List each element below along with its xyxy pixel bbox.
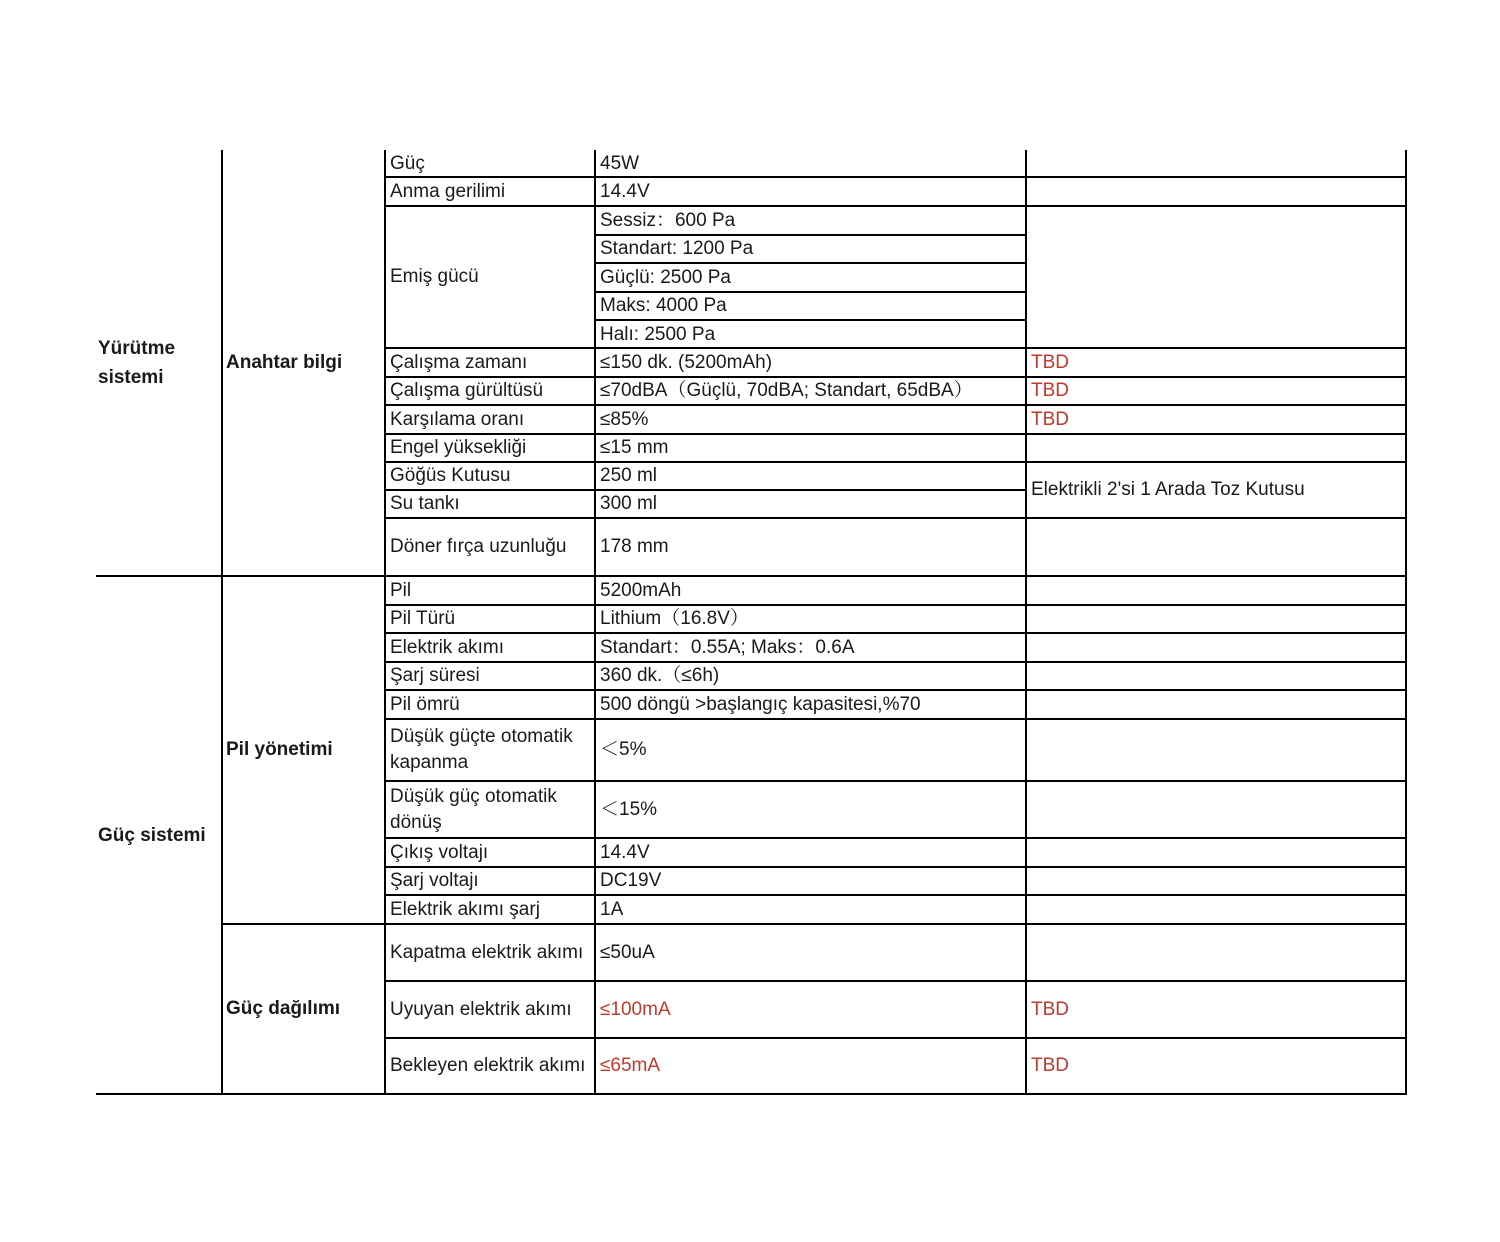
value-cell (595, 377, 1025, 405)
row-divider (1025, 205, 1405, 207)
value-cell-text: 300 ml (600, 493, 658, 514)
value-cell-text: 250 ml (600, 465, 658, 486)
value-cell-text: Lithium（16.8V） (600, 608, 749, 629)
value-cell (595, 348, 1025, 377)
value-cell-text: ≤150 dk. (5200mAh) (600, 351, 773, 373)
row-divider (1025, 894, 1405, 896)
param-cell (385, 867, 594, 895)
column-divider (384, 150, 386, 1094)
group-label (222, 924, 384, 1094)
param-cell (385, 177, 594, 206)
value-cell-text: ≤70dBA（Güçlü, 70dBA; Standart, 65dBA） (600, 380, 973, 401)
row-divider (1025, 866, 1405, 868)
value-cell (595, 895, 1025, 924)
value-cell (595, 605, 1025, 633)
value-cell (595, 924, 1025, 981)
tbd-note-text: TBD (1031, 998, 1069, 1020)
row-divider (1025, 780, 1405, 782)
tbd-note (1026, 981, 1405, 1038)
value-cell (595, 781, 1025, 838)
tbd-note-text: TBD (1031, 380, 1069, 401)
value-cell (595, 719, 1025, 781)
value-cell-text: Standart: 1200 Pa (600, 238, 754, 259)
value-cell-text: ＜5% (600, 739, 647, 760)
param-cell-text: Çalışma gürültüsü (390, 380, 544, 401)
value-cell (595, 662, 1025, 690)
param-cell (385, 981, 594, 1038)
param-cell-text: Anma gerilimi (390, 180, 506, 202)
param-cell-text: Şarj voltajı (390, 870, 479, 891)
param-cell-text: Göğüs Kutusu (390, 465, 511, 486)
param-cell-text: Güç (390, 152, 425, 174)
value-cell-text: ≤100mA (600, 998, 671, 1020)
param-cell (385, 1038, 594, 1094)
param-cell (385, 924, 594, 981)
value-cell-text: Halı: 2500 Pa (600, 323, 716, 345)
param-cell-text: Elektrik akımı şarj (390, 898, 540, 920)
tbd-note (1026, 377, 1405, 405)
system-label-text: Yürütme sistemi (98, 338, 176, 388)
column-divider (594, 150, 596, 1094)
value-cell (595, 867, 1025, 895)
value-cell (595, 434, 1025, 462)
param-cell (385, 719, 594, 781)
note-cell (1026, 462, 1405, 518)
tbd-note-text: TBD (1031, 1055, 1069, 1076)
column-divider (1025, 150, 1027, 1094)
param-cell-text: Çıkış voltajı (390, 841, 489, 863)
value-cell (595, 292, 1025, 320)
param-cell (385, 348, 594, 377)
param-cell (385, 405, 594, 434)
row-divider (1025, 661, 1405, 663)
value-cell (595, 633, 1025, 662)
group-label-text: Anahtar bilgi (226, 352, 343, 373)
param-cell (385, 895, 594, 924)
row-divider (1025, 433, 1405, 435)
system-label-text: Güç sistemi (98, 824, 206, 846)
param-cell-text: Pil (390, 579, 412, 601)
value-cell-text: ≤50uA (600, 941, 655, 963)
tbd-note-text: TBD (1031, 408, 1069, 430)
group-label (222, 150, 384, 576)
value-cell (595, 150, 1025, 177)
row-divider (1025, 718, 1405, 720)
value-cell (595, 490, 1025, 518)
value-cell-text: DC19V (600, 870, 662, 891)
param-cell-text: Kapatma elektrik akımı (390, 941, 584, 963)
value-cell (595, 462, 1025, 490)
param-cell-text: Pil ömrü (390, 693, 460, 715)
value-cell-text: 178 mm (600, 536, 669, 557)
value-cell-text: ≤85% (600, 408, 649, 430)
value-cell (595, 690, 1025, 719)
value-cell-text: Maks: 4000 Pa (600, 295, 727, 316)
value-cell-text: Standart：0.55A; Maks：0.6A (600, 636, 855, 658)
param-cell (385, 206, 594, 348)
param-cell-text: Bekleyen elektrik akımı (390, 1055, 586, 1076)
value-cell (595, 518, 1025, 576)
row-divider (1025, 517, 1405, 519)
row-divider (1025, 604, 1405, 606)
value-cell-text: 14.4V (600, 180, 650, 202)
param-cell-text: Engel yüksekliği (390, 437, 527, 458)
group-label (222, 576, 384, 924)
row-divider (96, 1093, 1407, 1095)
param-cell-text: Düşük güçte otomatik kapanma (390, 726, 573, 773)
row-divider (1025, 689, 1405, 691)
tbd-note-text: TBD (1031, 351, 1069, 373)
param-cell (385, 781, 594, 838)
param-cell-text: Su tankı (390, 493, 460, 514)
param-cell (385, 633, 594, 662)
param-cell (385, 490, 594, 518)
system-label (96, 150, 221, 576)
param-cell-text: Elektrik akımı (390, 636, 505, 658)
param-cell (385, 377, 594, 405)
param-cell-text: Çalışma zamanı (390, 351, 528, 373)
row-divider (1025, 176, 1405, 178)
group-label-text: Güç dağılımı (226, 998, 341, 1019)
param-cell (385, 150, 594, 177)
param-cell-text: Karşılama oranı (390, 408, 525, 430)
tbd-note (1026, 1038, 1405, 1094)
value-cell-text: 5200mAh (600, 579, 682, 601)
value-cell-text: 360 dk.（≤6h) (600, 665, 720, 686)
param-cell (385, 690, 594, 719)
value-cell (595, 263, 1025, 292)
value-cell-text: ≤15 mm (600, 437, 669, 458)
row-divider (1025, 632, 1405, 634)
value-cell-text: Sessiz：600 Pa (600, 209, 736, 231)
value-cell (595, 1038, 1025, 1094)
value-cell (595, 206, 1025, 235)
group-label-text: Pil yönetimi (226, 739, 333, 760)
value-cell (595, 981, 1025, 1038)
column-divider (221, 150, 223, 1094)
param-cell (385, 518, 594, 576)
param-cell-text: Emiş gücü (390, 266, 479, 287)
param-cell-text: Pil Türü (390, 608, 456, 629)
value-cell-text: 1A (600, 898, 624, 920)
param-cell-text: Şarj süresi (390, 665, 480, 686)
value-cell (595, 235, 1025, 263)
param-cell-text: Döner fırça uzunluğu (390, 536, 567, 557)
param-cell-text: Uyuyan elektrik akımı (390, 998, 572, 1020)
value-cell-text: 14.4V (600, 841, 650, 863)
param-cell (385, 462, 594, 490)
row-divider (1025, 837, 1405, 839)
note-cell-text: Elektrikli 2'si 1 Arada Toz Kutusu (1031, 479, 1305, 500)
value-cell (595, 320, 1025, 349)
value-cell-text: 500 döngü >başlangıç kapasitesi,%70 (600, 693, 921, 715)
value-cell-text: ≤65mA (600, 1055, 661, 1076)
param-cell (385, 605, 594, 633)
param-cell (385, 576, 594, 605)
value-cell (595, 576, 1025, 605)
tbd-note (1026, 348, 1405, 377)
value-cell-text: ＜15% (600, 798, 658, 820)
value-cell (595, 838, 1025, 867)
system-label (96, 576, 221, 1094)
value-cell-text: Güçlü: 2500 Pa (600, 266, 731, 288)
value-cell (595, 405, 1025, 434)
param-cell (385, 434, 594, 462)
tbd-note (1026, 405, 1405, 434)
param-cell-text: Düşük güç otomatik dönüş (390, 785, 557, 833)
column-divider (1405, 150, 1407, 1094)
param-cell (385, 662, 594, 690)
value-cell-text: 45W (600, 152, 640, 174)
param-cell (385, 838, 594, 867)
value-cell (595, 177, 1025, 206)
